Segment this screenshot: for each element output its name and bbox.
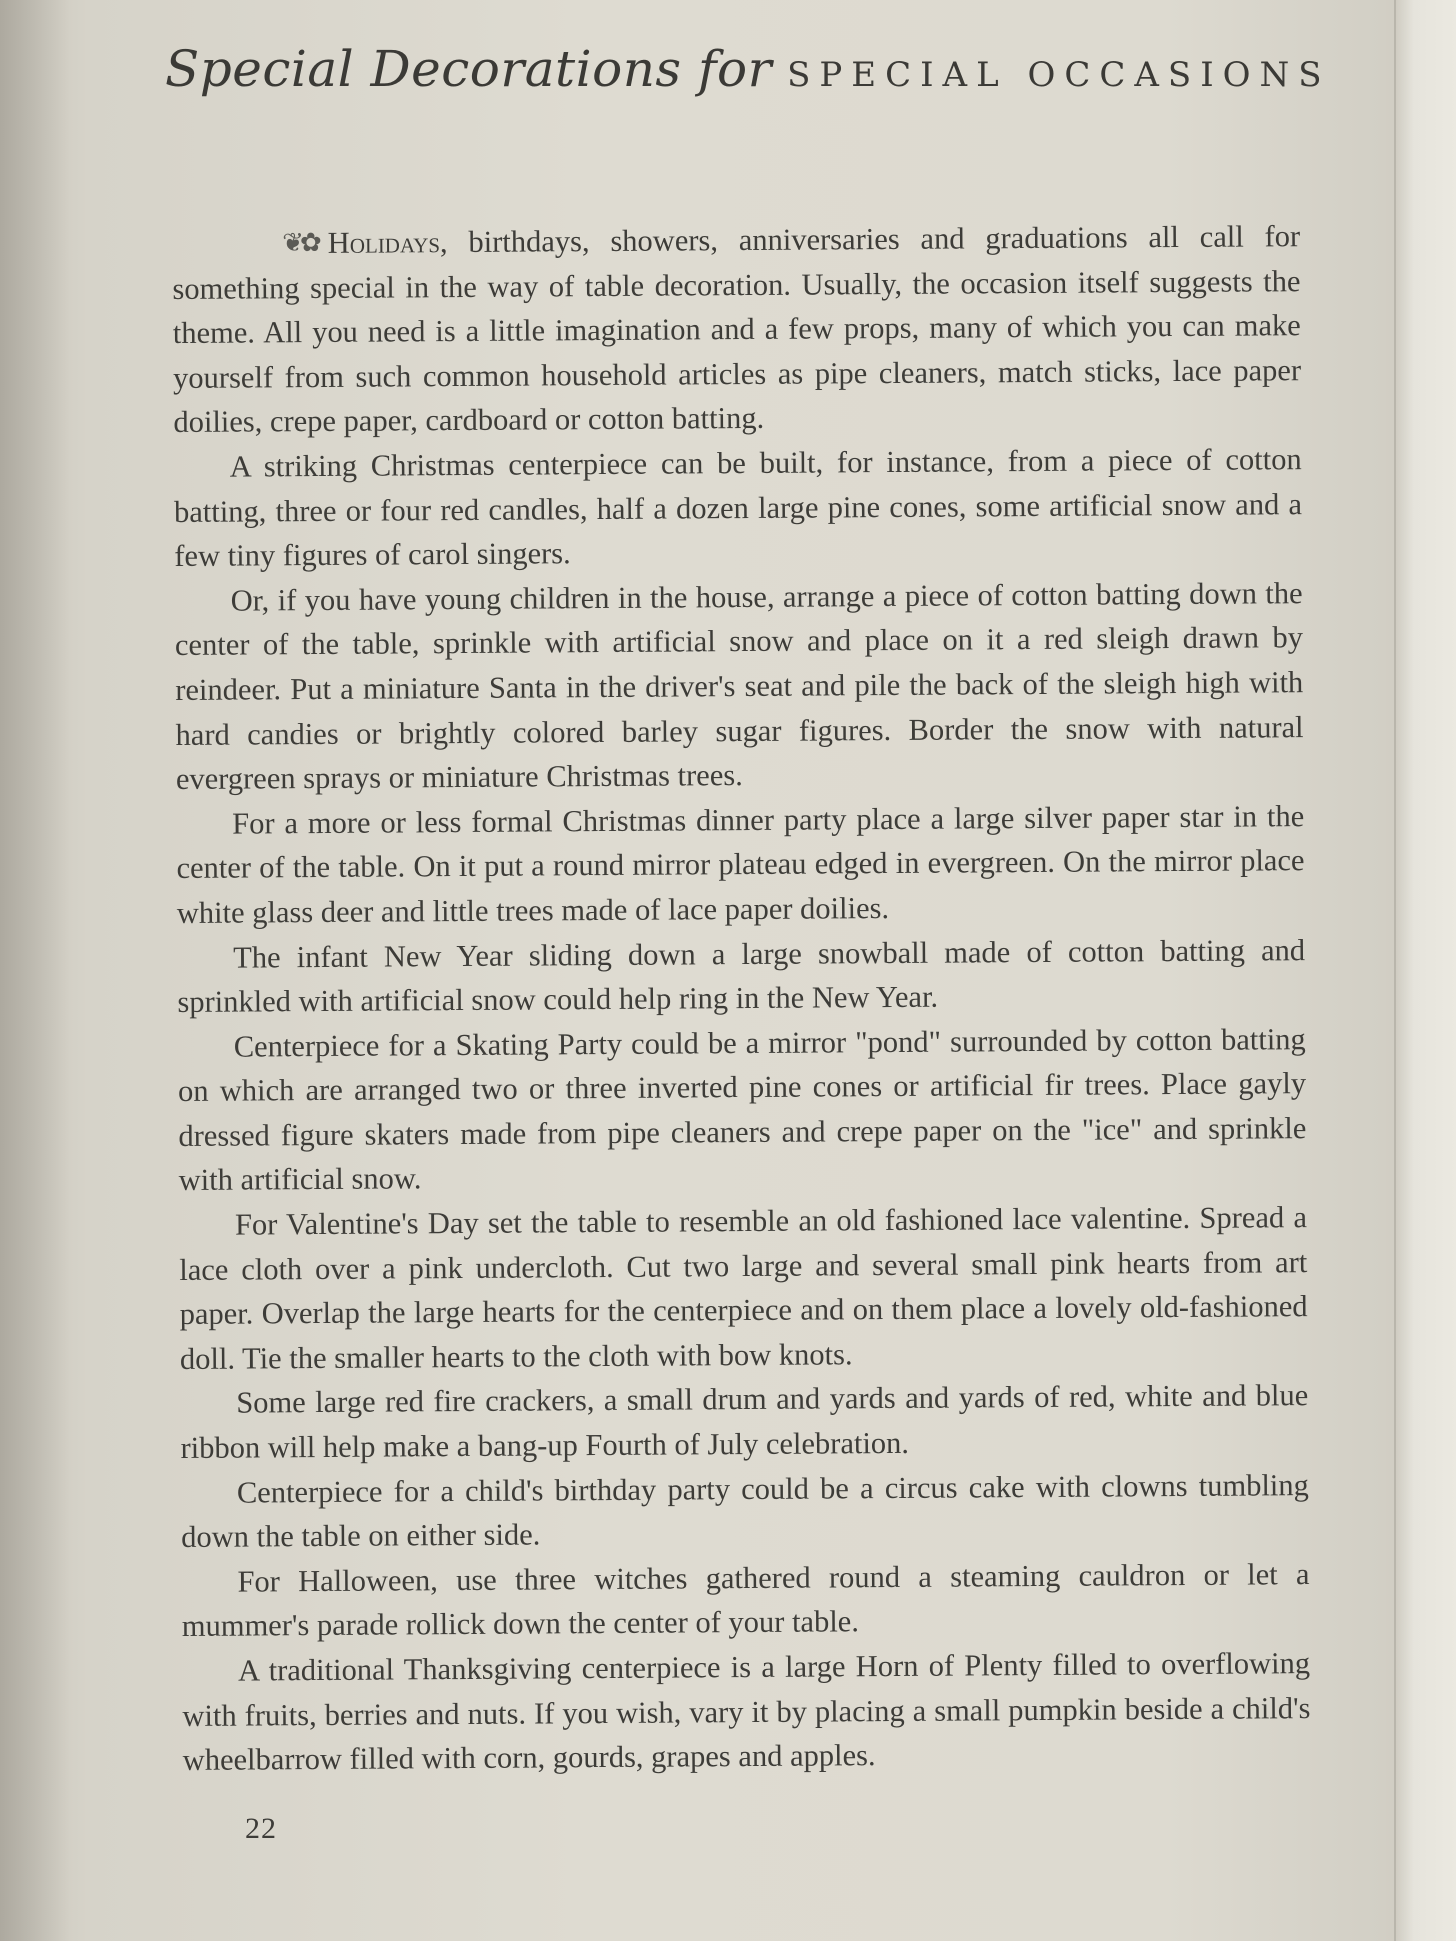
running-head: [165, 40, 1331, 98]
paragraph-4: For a more or less formal Christmas dinner party place a large silver paper star in the center of the table. On it put a round mirror plateau edged in evergreen. On the mirror place white glass deer and little trees made of lace paper doilies.: [176, 798, 1305, 930]
page-number: 22: [245, 1812, 277, 1845]
next-page-edge: [1394, 0, 1456, 1941]
paragraph-1: [172, 214, 1302, 445]
article-body: [172, 214, 1311, 1783]
holly-sprig-icon: ❦✿: [282, 227, 318, 258]
paragraph-8: Some large red fire crackers, a small drum and yards and yards of red, white and blue ribbon will help make a bang-up Fourth of July celebration.: [180, 1378, 1309, 1466]
paragraph-9: Centerpiece for a child's birthday party could be a circus cake with clowns tumbling down the table on either side.: [181, 1467, 1309, 1555]
paragraph-5: The infant New Year sliding down a large snowball made of cotton batting and sprinkled with artificial snow could help ring in the New Year.: [177, 932, 1306, 1020]
paragraph-7: For Valentine's Day set the table to resemble an old fashioned lace valentine. Spread a lace cloth over a pink undercloth. Cut two large and several small pink hearts from art paper. Overlap the large hearts for the centerpiece and on them place a lovely old-fashioned doll. Tie the smaller hearts to the cloth with bow knots.: [179, 1200, 1308, 1376]
running-head-caps: SPECIAL OCCASIONS: [787, 55, 1331, 95]
paragraph-3: Or, if you have young children in the house, arrange a piece of cotton batting down the center of the table, sprinkle with artificial snow and place on it a red sleigh drawn by reindeer. Put a miniature Santa in the driver's seat and pile the back of the sleigh high with hard candies or brightly colored barley sugar figures. Border the snow with natural evergreen sprays or miniature Christmas trees.: [174, 575, 1304, 797]
paragraph-11: A traditional Thanksgiving centerpiece is a large Horn of Plenty filled to overflowing with fruits, berries and nuts. If you wish, vary it by placing a small pumpkin beside a child's wheelbarrow filled with corn, gourds, grapes and apples.: [182, 1646, 1311, 1778]
binding-shadow: [0, 0, 70, 1941]
paragraph-10: For Halloween, use three witches gathered round a steaming cauldron or let a mummer's parade rollick down the center of your table.: [181, 1556, 1310, 1644]
paragraph-6: Centerpiece for a Skating Party could be a mirror "pond" surrounded by cotton batting on which are arranged two or three inverted pine cones or artificial fir trees. Place gayly dressed figure skaters made from pipe cleaners and crepe paper on the "ice" and sprinkle with artificial snow.: [177, 1021, 1307, 1198]
paragraph-2: A striking Christmas centerpiece can be built, for instance, from a piece of cotton batting, three or four red candles, half a dozen large pine cones, some artificial snow and a few tiny figures of carol singers.: [173, 442, 1303, 574]
running-head-script: Special Decorations for: [165, 40, 772, 98]
lead-word: Holidays,: [327, 225, 448, 260]
paragraph-text: birthdays, showers, anniversaries and graduations all call for something special in the way of table decoration. Usually, the occasion itself suggests the theme. All you need is a little imagination and a few props, many of which you can make yourself from such common household articles as pipe cleaners, match sticks, lace paper doilies, crepe paper, cardboard or cotton batting.: [172, 219, 1302, 440]
